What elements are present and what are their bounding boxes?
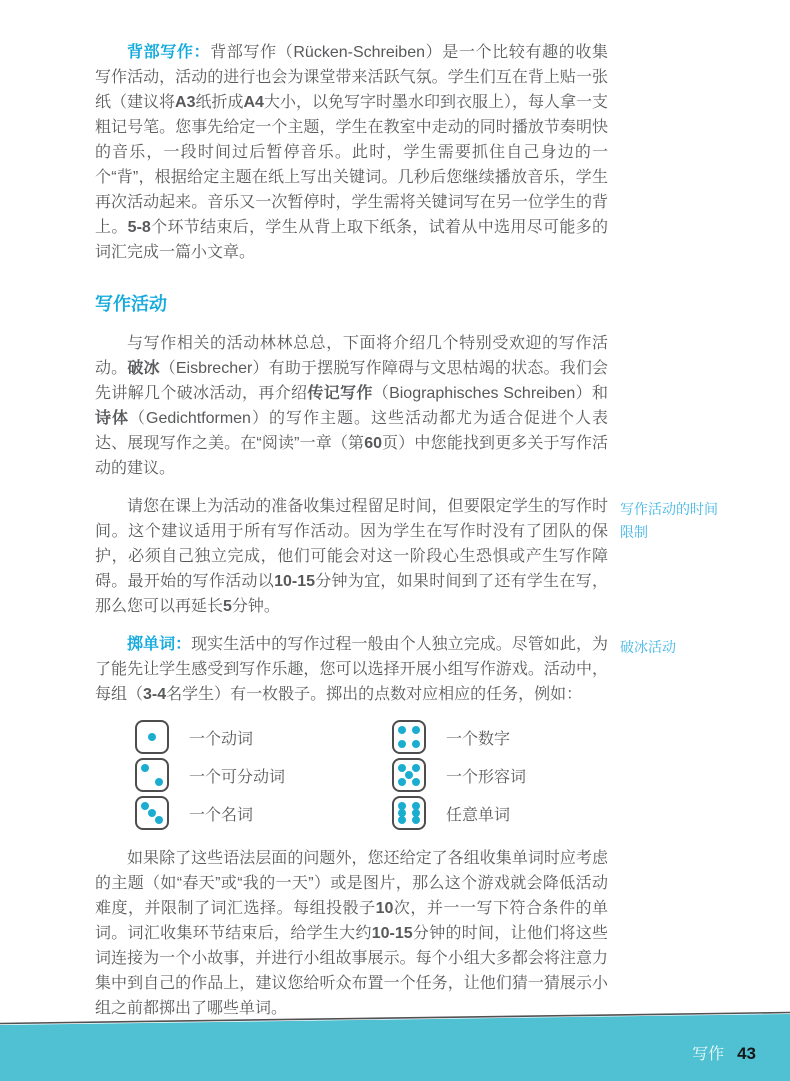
footer-bar (0, 1014, 790, 1081)
text-run: 次，并一一写下符合条件的单词。词汇收集环节结束后，给学生大约 (95, 900, 608, 942)
die-pip (141, 764, 149, 772)
paragraph-block-dice-game (95, 632, 676, 707)
die-pip (398, 816, 406, 824)
die-row (135, 796, 392, 830)
text-run: 5 (223, 598, 232, 615)
footer (0, 1011, 790, 1081)
text-run: 10-15 (371, 925, 413, 942)
die-row (392, 720, 608, 754)
die-pip (412, 740, 420, 748)
text-run: 诗体 (95, 410, 130, 427)
text-run: 分钟为宜，如果时间到了还有学生在写，那么您可以再延长 (95, 573, 608, 615)
die-label: 一个形容词 (446, 768, 527, 786)
text-run: 传记写作 (307, 385, 373, 402)
die-5-icon (392, 758, 426, 792)
die-label: 一个动词 (189, 730, 254, 748)
text-run: 10-15 (274, 573, 315, 590)
die-pip (398, 764, 406, 772)
text-run: 纸折成 (195, 94, 244, 111)
text-run: 掷单词： (127, 636, 192, 653)
die-3-icon (135, 796, 169, 830)
margin-note-icebreaker: 破冰活动 (620, 639, 676, 655)
die-pip (398, 740, 406, 748)
text-run: 10 (375, 900, 394, 917)
footer-section-label: 写作 (692, 1046, 725, 1063)
text-run: A3 (175, 94, 196, 111)
text-run: 5-8 (127, 219, 151, 236)
die-pip (398, 726, 406, 734)
text-run: 如果除了这些语法层面的问题外，您还给定了各组收集单词时应考虑的主题（如“春天”或“我的一天”）或是图片，那么这个游戏就会降低活动难度，并限制了词汇选择。每组投骰子 (95, 850, 608, 917)
die-pip (412, 816, 420, 824)
die-pip (148, 733, 156, 741)
paragraph-dice-game (95, 632, 608, 707)
die-label: 任意单词 (446, 806, 511, 824)
text-run: 破冰 (127, 360, 160, 377)
paragraph-time-limit (95, 494, 608, 619)
text-run: 个环节结束后，学生从背上取下纸条，试着从中选用尽可能多的词汇完成一篇小文章。 (95, 219, 608, 261)
die-2-icon (135, 758, 169, 792)
die-6-icon (392, 796, 426, 830)
die-pip (405, 771, 413, 779)
text-run: 背部写作（Rücken-Schreiben）是一个比较有趣的收集写作活动，活动的进行也会为课堂带来活跃气氛。学生们互在背上贴一张纸（建议将 (95, 44, 608, 111)
text-run: 名学生）有一枚骰子。掷出的点数对应相应的任务，例如： (166, 686, 583, 703)
die-pip (412, 778, 420, 786)
text-run: 与写作相关的活动林林总总，下面将介绍几个特别受欢迎的写作活动。 (95, 335, 608, 377)
die-row (135, 720, 392, 754)
die-label: 一个名词 (189, 806, 254, 824)
die-pip (155, 778, 163, 786)
text-run: 页）中您能找到更多关于写作活动的建议。 (95, 435, 608, 477)
die-label: 一个可分动词 (189, 768, 286, 786)
die-row (392, 758, 608, 792)
text-run: 分钟的时间，让他们将这些词连接为一个小故事，并进行小组故事展示。每个小组大多都会将注意力集中到自己的作品上，建议您给听众布置一个任务，让他们猜一猜展示小组之前都掷出了哪些单词。 (95, 925, 608, 1017)
text-run: A4 (243, 94, 264, 111)
die-row (392, 796, 608, 830)
content-column (95, 40, 718, 1034)
die-4-icon (392, 720, 426, 754)
text-run: 60 (364, 435, 382, 452)
paragraph-dice-game-rules (95, 846, 608, 1021)
paragraph-back-writing (95, 40, 608, 265)
text-run: 现实生活中的写作过程一般由个人独立完成。尽管如此，为了能先让学生感受到写作乐趣，您可以选择开展小组写作游戏。活动中，每组（ (95, 636, 608, 703)
die-row (135, 758, 392, 792)
footer-bar-shape (0, 1011, 790, 1081)
text-run: 背部写作： (127, 44, 211, 61)
footer-page-number: 43 (737, 1044, 756, 1063)
die-label: 一个数字 (446, 730, 511, 748)
paragraph-activities-intro (95, 331, 608, 481)
footer-text (692, 1041, 756, 1064)
text-run: （Biographisches Schreiben）和 (372, 385, 608, 402)
text-run: 请您在课上为活动的准备收集过程留足时间，但要限定学生的写作时间。这个建议适用于所有写作活动。因为学生在写作时没有了团队的保护，必须自己独立完成，他们可能会对这一阶段心生恐惧或产生写作障碍。最开始的写作活动以 (95, 498, 608, 590)
die-pip (141, 802, 149, 810)
die-pip (398, 778, 406, 786)
text-run: 分钟。 (231, 598, 280, 615)
text-run: 大小，以免写字时墨水印到衣服上），每人拿一支粗记号笔。您事先给定一个主题，学生在教室中走动的同时播放节奏明快的音乐，一段时间过后暂停音乐。此时，学生需要抓住自己身边的一个“背”，根据给定主题在纸上写出关键词。几秒后您继续播放音乐，学生再次活动起来。音乐又一次暂停时，学生需将关键词写在另一位学生的背上。 (95, 94, 608, 236)
die-1-icon (135, 720, 169, 754)
paragraph-block-time-limit (95, 494, 718, 619)
die-pip (155, 816, 163, 824)
section-heading: 写作活动 (95, 294, 167, 314)
die-pip (412, 764, 420, 772)
die-pip (148, 809, 156, 817)
dice-task-list (135, 720, 608, 830)
die-pip (412, 726, 420, 734)
margin-note-time-limit: 写作活动的时间限制 (620, 501, 718, 540)
text-run: （Gedichtformen）的写作主题。这些活动都尤为适合促进个人表达、展现写作之美。在“阅读”一章（第 (95, 410, 608, 452)
text-run: 3-4 (143, 686, 167, 703)
text-run: （Eisbrecher）有助于摆脱写作障碍与文思枯竭的状态。我们会先讲解几个破冰活动，再介绍 (95, 360, 608, 402)
